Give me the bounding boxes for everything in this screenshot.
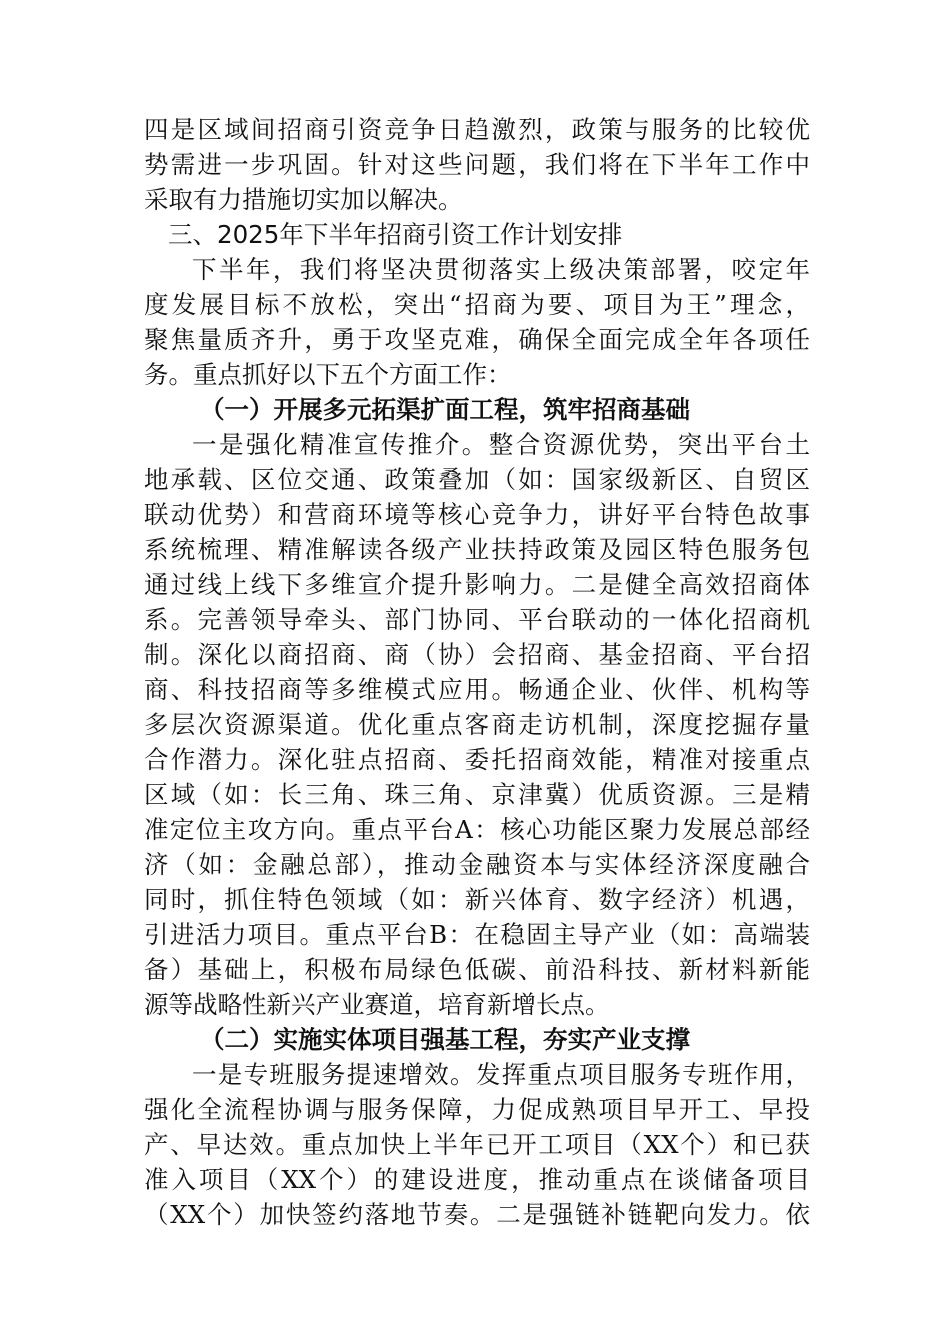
paragraph xyxy=(144,112,810,217)
text-line: 一是强化精准宣传推介。整合资源优势，突出平台土 xyxy=(192,430,810,459)
text-line: 联动优势）和营商环境等核心竞争力，讲好平台特色故事 xyxy=(144,500,810,529)
text-line: 源等战略性新兴产业赛道，培育新增长点。 xyxy=(144,990,610,1019)
section-heading xyxy=(144,217,810,252)
text-line: 同时，抓住特色领域（如：新兴体育、数字经济）机遇， xyxy=(144,885,810,914)
text-line: 引进活力项目。重点平台B：在稳固主导产业（如：高端装 xyxy=(144,920,810,949)
text-line: 济（如：金融总部），推动金融资本与实体经济深度融合 xyxy=(144,850,810,879)
text-line: 地承载、区位交通、政策叠加（如：国家级新区、自贸区 xyxy=(144,465,810,494)
text-line: 务。重点抓好以下五个方面工作： xyxy=(144,360,512,389)
subsection-heading xyxy=(144,392,810,427)
text-line: 下半年，我们将坚决贯彻落实上级决策部署，咬定年 xyxy=(192,255,810,284)
text-line: 强化全流程协调与服务保障，力促成熟项目早开工、早投 xyxy=(144,1095,810,1124)
text-line: 四是区域间招商引资竞争日趋激烈，政策与服务的比较优 xyxy=(144,115,810,144)
text-line: 采取有力措施切实加以解决。 xyxy=(144,185,463,214)
text-line: 合作潜力。深化驻点招商、委托招商效能，精准对接重点 xyxy=(144,745,810,774)
text-line: 多层次资源渠道。优化重点客商走访机制，深度挖掘存量 xyxy=(144,710,810,739)
text-line: 势需进一步巩固。针对这些问题，我们将在下半年工作中 xyxy=(144,150,810,179)
document-body xyxy=(144,112,810,1232)
text-line: 聚焦量质齐升，勇于攻坚克难，确保全面完成全年各项任 xyxy=(144,325,810,354)
paragraph xyxy=(144,252,810,392)
paragraph xyxy=(144,427,810,1022)
text-line: 准定位主攻方向。重点平台A：核心功能区聚力发展总部经 xyxy=(144,815,810,844)
text-line: （一）开展多元拓渠扩面工程，筑牢招商基础 xyxy=(200,395,690,424)
text-line: 商、科技招商等多维模式应用。畅通企业、伙伴、机构等 xyxy=(144,675,810,704)
text-line: 准入项目（XX个）的建设进度，推动重点在谈储备项目 xyxy=(144,1165,810,1194)
text-line: 制。深化以商招商、商（协）会招商、基金招商、平台招 xyxy=(144,640,810,669)
text-line: （XX个）加快签约落地节奏。二是强链补链靶向发力。依 xyxy=(144,1200,810,1229)
text-line: 系。完善领导牵头、部门协同、平台联动的一体化招商机 xyxy=(144,605,810,634)
text-line: 系统梳理、精准解读各级产业扶持政策及园区特色服务包 xyxy=(144,535,810,564)
text-line: 一是专班服务提速增效。发挥重点项目服务专班作用， xyxy=(192,1060,810,1089)
text-line: 三、2025年下半年招商引资工作计划安排 xyxy=(168,220,623,249)
text-line: 备）基础上，积极布局绿色低碳、前沿科技、新材料新能 xyxy=(144,955,810,984)
text-line: 区域（如：长三角、珠三角、京津冀）优质资源。三是精 xyxy=(144,780,810,809)
text-line: 度发展目标不放松，突出“招商为要、项目为王”理念， xyxy=(144,290,810,319)
text-line: （二）实施实体项目强基工程，夯实产业支撑 xyxy=(200,1025,690,1054)
text-line: 产、早达效。重点加快上半年已开工项目（XX个）和已获 xyxy=(144,1130,810,1159)
text-line: 通过线上线下多维宣介提升影响力。二是健全高效招商体 xyxy=(144,570,810,599)
subsection-heading xyxy=(144,1022,810,1057)
paragraph xyxy=(144,1057,810,1232)
